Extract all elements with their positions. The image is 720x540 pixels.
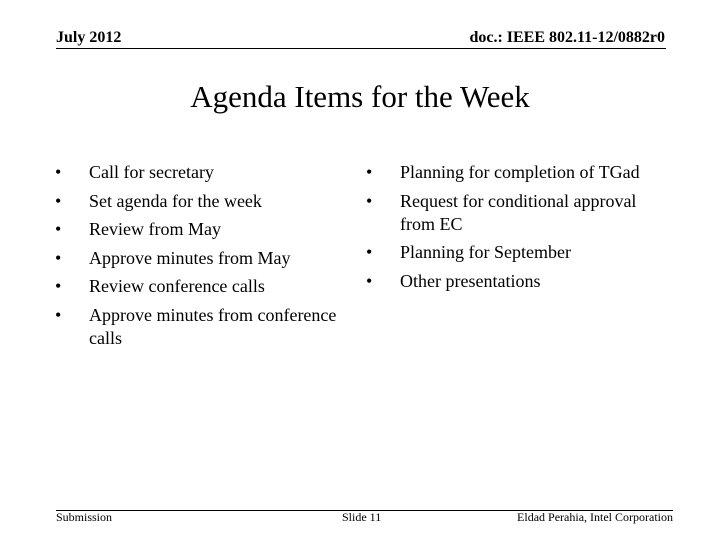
list-item xyxy=(55,247,340,270)
bullet-icon: • xyxy=(55,247,62,268)
list-item xyxy=(55,218,340,241)
list-item-text: Approve minutes from conference calls xyxy=(89,304,337,348)
right-bullet-list xyxy=(366,161,666,298)
list-item-text: Set agenda for the week xyxy=(89,190,262,211)
list-item-text: Approve minutes from May xyxy=(89,247,291,268)
bullet-icon: • xyxy=(55,304,62,325)
header-doc-id: doc.: IEEE 802.11-12/0882r0 xyxy=(469,29,665,46)
list-item-text: Planning for completion of TGad xyxy=(400,162,640,182)
list-item-text: Review conference calls xyxy=(89,276,265,296)
list-item xyxy=(366,241,666,264)
footer-slide-number: Slide 11 xyxy=(342,510,382,524)
header-divider xyxy=(56,48,666,49)
bullet-icon: • xyxy=(366,270,373,291)
bullet-icon: • xyxy=(55,276,62,296)
list-item xyxy=(55,190,340,213)
bullet-icon: • xyxy=(55,162,62,182)
list-item xyxy=(55,161,340,184)
slide-title: Agenda Items for the Week xyxy=(190,79,530,114)
left-bullet-list xyxy=(55,161,340,355)
list-item xyxy=(366,161,666,184)
footer-author: Eldad Perahia, Intel Corporation xyxy=(517,510,673,524)
bullet-icon: • xyxy=(366,190,373,211)
footer-submission: Submission xyxy=(56,510,113,524)
bullet-icon: • xyxy=(366,242,373,262)
list-item-text: Other presentations xyxy=(400,270,541,291)
list-item-text: Request for conditional approval from EC xyxy=(400,190,637,234)
list-item-text: Planning for September xyxy=(400,242,571,262)
bullet-icon: • xyxy=(55,219,62,239)
list-item xyxy=(366,190,666,236)
bullet-icon: • xyxy=(55,190,62,211)
bullet-icon: • xyxy=(366,162,373,182)
list-item-text: Call for secretary xyxy=(89,162,214,182)
header-date: July 2012 xyxy=(56,29,122,46)
list-item xyxy=(366,270,666,293)
list-item-text: Review from May xyxy=(89,219,221,239)
list-item xyxy=(55,304,340,350)
list-item xyxy=(55,275,340,298)
